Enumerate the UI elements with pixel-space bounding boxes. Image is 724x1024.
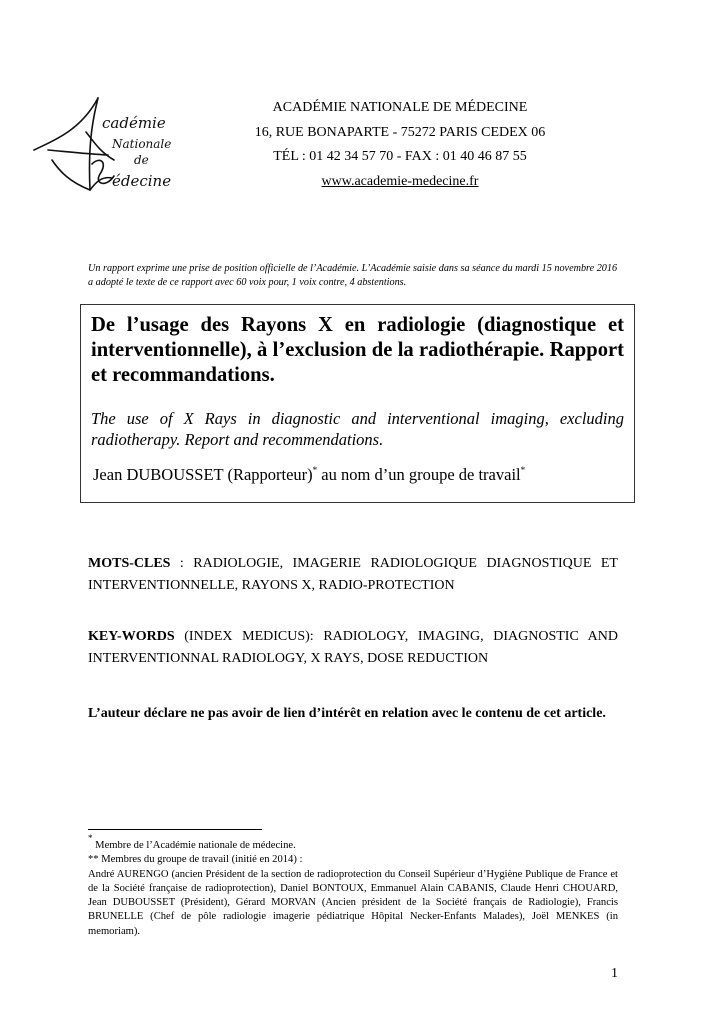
author-group: au nom d’un groupe de travail [317,465,521,484]
author-footnote-mark: * [312,465,318,475]
intro-note: Un rapport exprime une prise de position officielle de l’Académie. L’Académie saisie dans sa séance du mardi 15 novembre 2016 a adopté le texte de ce rapport avec 60 voix pour, 1 voix contre, 4 abstentions. [88,263,618,288]
org-address: 16, RUE BONAPARTE - 75272 PARIS CEDEX 06 [254,124,546,140]
key-words-label: KEY-WORDS [88,629,175,644]
group-footnote-mark: * [520,465,526,475]
svg-text:édecine: édecine [112,172,172,190]
report-subtitle: The use of X Rays in diagnostic and interventional imaging, excluding radiotherapy. Report and recommendations. [91,409,624,449]
key-words [88,626,618,670]
mots-cles-label: MOTS-CLES [88,556,171,571]
letterhead [230,96,570,194]
footnote-1-mark: * [88,833,93,843]
footnotes [88,833,618,939]
org-phone-fax: TÉL : 01 42 34 57 70 - FAX : 01 40 46 87 55 [273,149,527,164]
svg-text:cadémie: cadémie [102,114,166,132]
key-words-text: (INDEX MEDICUS): RADIOLOGY, IMAGING, DIAGNOSTIC AND INTERVENTIONNAL RADIOLOGY, X RAYS, DOSE REDUCTION [88,629,618,666]
report-title: De l’usage des Rayons X en radiologie (diagnostique et interventionnelle), à l’exclusion de la radiothérapie. Rapport et recommandations. [91,314,624,386]
conflict-declaration: L’auteur déclare ne pas avoir de lien d’intérêt en relation avec le contenu de cet article. [88,706,606,721]
academy-logo-drawing [30,92,205,202]
mots-cles-text: : RADIOLOGIE, IMAGERIE RADIOLOGIQUE DIAGNOSTIQUE ET INTERVENTIONNELLE, RAYONS X, RADIO-PROTECTION [88,556,618,593]
svg-text:de: de [134,153,149,167]
footnote-1 [88,833,618,853]
page-number: 1 [611,966,618,981]
website-link[interactable]: www.academie-medecine.fr [321,173,479,189]
author-name: Jean DUBOUSSET (Rapporteur) [93,465,313,484]
academy-logo [30,92,205,202]
svg-text:Nationale: Nationale [112,137,172,151]
footnote-3: André AURENGO (ancien Président de la section de radioprotection du Conseil Supérieur d’Hygiène Publique de France et de la Société française de radioprotection), Daniel BONTOUX, Emmanuel Alain CABANIS, Claude Henri CHOUARD, Jean DUBOUSSET (Président), Gérard MORVAN (Ancien président de la Société français de Radiologie), Francis BRUNELLE (Chef de pôle radiologie imagerie pédiatrique Hôpital Necker-Enfants Malades), Joël MENKES (in memoriam). [88,868,618,937]
footnote-divider [88,829,262,830]
footnote-1-text: Membre de l’Académie nationale de médecine. [92,840,296,851]
title-box [80,304,635,503]
mots-cles [88,553,618,597]
author-line [91,464,624,485]
footnote-2: ** Membres du groupe de travail (initié en 2014) : [88,854,303,866]
org-name: ACADÉMIE NATIONALE DE MÉDECINE [272,100,528,115]
